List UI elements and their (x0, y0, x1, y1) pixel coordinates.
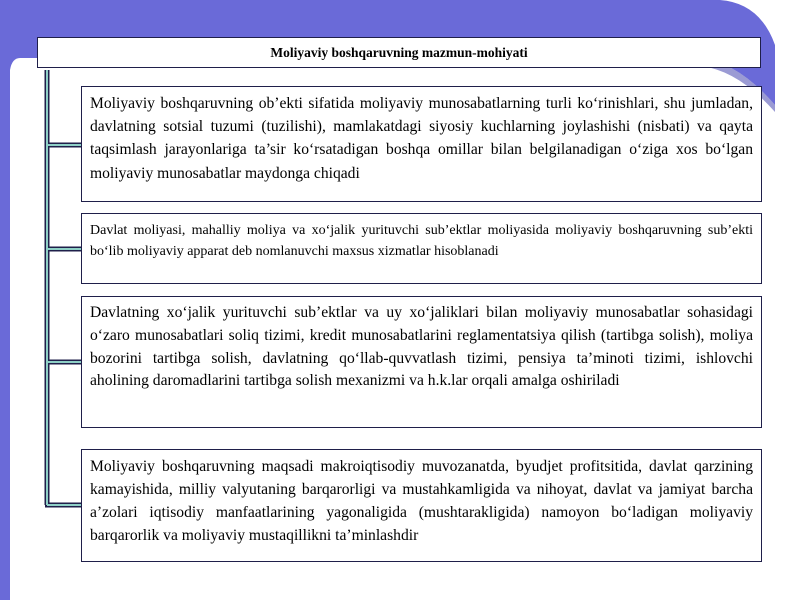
content-box-object (81, 86, 762, 202)
content-box-text: Moliyaviy boshqaruvning maqsadi makroiqtisodiy muvozanatda, byudjet profitsitida, davlat qarzining kamayishida, milliy valyutaning barqarorligi va mustahkamligida va nihoyat, davlat va jamiyat barcha a’zolari iqtisodiy manfaatlarining yagonaligida (mushtarakligida) namoyon bo‘ladigan moliyaviy barqarorlik va moliyaviy mustaqillikni ta’minlashdir (90, 458, 753, 544)
connector-lines-inner (47, 70, 81, 505)
page-title: Moliyaviy boshqaruvning mazmun-mohiyati (37, 37, 761, 68)
content-box-goal (81, 449, 762, 562)
content-box-text: Davlat moliyasi, mahalliy moliya va xo‘jalik yurituvchi sub’ektlar moliyasida moliyaviy boshqaruvning sub’ekti bo‘lib moliyaviy apparat deb nomlanuvchi maxsus xizmatlar hisoblanadi (90, 223, 753, 259)
content-box-relations (81, 296, 762, 428)
content-box-subject (81, 213, 762, 284)
connector-lines (45, 70, 81, 505)
content-box-text: Moliyaviy boshqaruvning ob’ekti sifatida moliyaviy munosabatlarning turli ko‘rinishlari, shu jumladan, davlatning sotsial tuzumi (tuzilishi), mamlakatdagi siyosiy kuchlarning joylashishi (nisbati) va qayta taqsimlash jarayonlariga ta’sir ko‘rsatadigan boshqa omillar bilan belgilanadigan o‘ziga xos bo‘lgan moliyaviy munosabatlar maydonga chiqadi (90, 95, 753, 182)
content-box-text: Davlatning xo‘jalik yurituvchi sub’ektlar va uy xo‘jaliklari bilan moliyaviy munosabatlar sohasidagi o‘zaro munosabatlari soliq tizimi, kredit munosabatlarini reglamentatsiya qilish (tartibga solish), moliya bozorini tartibga solish, davlatning qo‘llab-quvvatlash tizimi, pensiya ta’minoti tizimi, ishlovchi aholining daromadlarini tartibga solish mexanizmi va h.k.lar orqali amalga oshiriladi (90, 304, 753, 390)
